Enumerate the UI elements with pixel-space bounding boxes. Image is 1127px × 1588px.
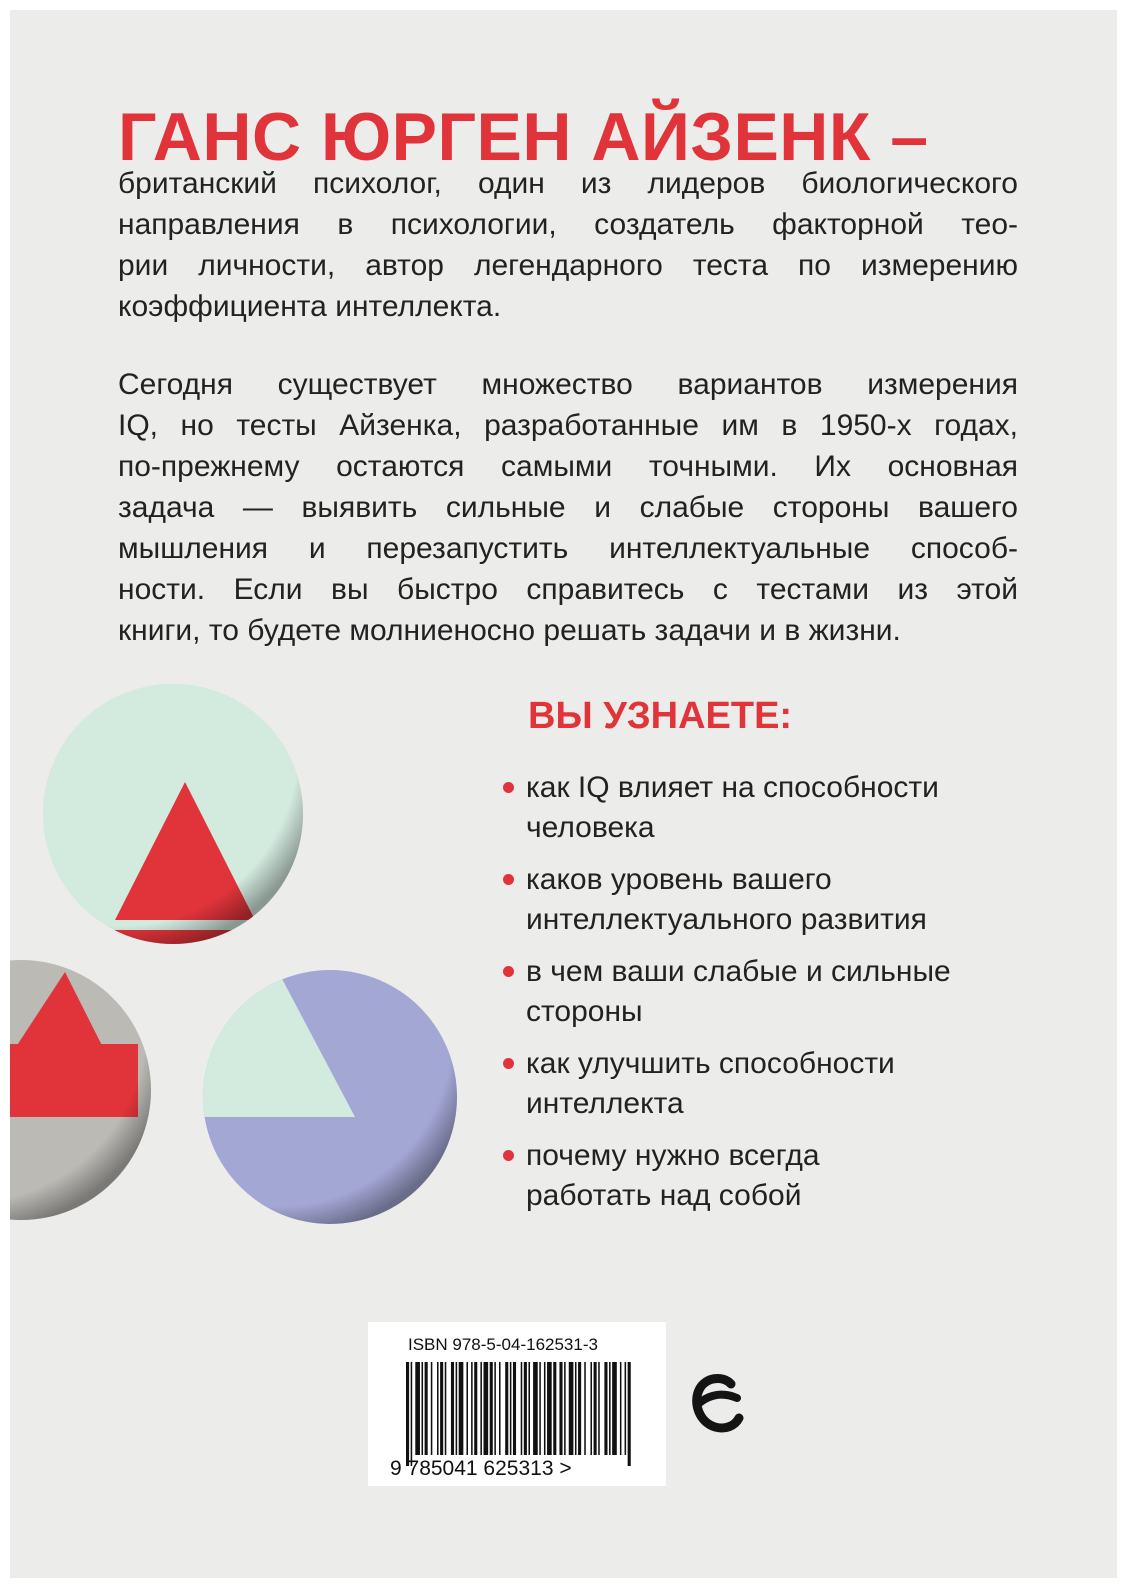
barcode-bar	[575, 1362, 577, 1455]
barcode-bar	[528, 1362, 530, 1455]
bullet-dot-icon	[503, 1150, 514, 1161]
barcode-bar	[533, 1362, 538, 1455]
circle-mint-red-triangle	[43, 684, 306, 950]
circle-shadow	[10, 960, 151, 1220]
list-item-line: каков уровень вашего	[526, 863, 832, 896]
barcode-bar	[480, 1362, 482, 1455]
barcode-bar	[505, 1362, 508, 1455]
barcode-bar	[620, 1362, 622, 1455]
barcode-bar	[431, 1362, 433, 1455]
text-line: рии личности, автор легендарного теста по измерению	[118, 249, 1018, 282]
barcode-bar	[590, 1362, 592, 1455]
bullet-dot-icon	[503, 874, 514, 885]
barcode-bar	[594, 1362, 597, 1455]
text-line: британский психолог, один из лидеров биологического	[118, 167, 1018, 200]
list-item-line: работать над собой	[526, 1179, 802, 1212]
barcode-bar	[415, 1362, 420, 1455]
text-line: по-прежнему остаются самыми точными. Их основная	[118, 450, 1018, 483]
text-line: IQ, но тесты Айзенка, разработанные им в 1950-х годах,	[118, 409, 1018, 442]
text-line: задача — выявить сильные и слабые стороны вашего	[118, 491, 1018, 524]
barcode-bar	[569, 1362, 574, 1455]
bullet-dot-icon	[503, 1058, 514, 1069]
barcode-bar	[459, 1362, 464, 1455]
barcode-bar	[564, 1362, 566, 1455]
list-item-line: как IQ влияет на способности	[526, 771, 939, 804]
barcode-bar	[521, 1362, 523, 1455]
barcode-bar	[559, 1362, 562, 1455]
list-item	[503, 1136, 1023, 1216]
barcode-bar	[451, 1362, 454, 1455]
barcode-bar	[510, 1362, 512, 1455]
circle-lavender-mint-triangle	[203, 970, 457, 1224]
list-item	[503, 860, 1023, 940]
barcode-bar	[553, 1362, 556, 1455]
barcode-bar	[628, 1362, 631, 1466]
list-item-line: как улучшить способности	[526, 1047, 895, 1080]
author-title: ГАНС ЮРГЕН АЙЗЕНК –	[118, 99, 929, 175]
barcode-bar	[604, 1362, 607, 1455]
barcode-bar	[584, 1362, 586, 1455]
barcode-bar	[609, 1362, 611, 1455]
barcode-bar	[490, 1362, 493, 1455]
list-item-line: человека	[526, 811, 655, 844]
barcode-bar	[513, 1362, 516, 1455]
text-line: мышления и перезапустить интеллектуальные способ-	[118, 532, 1018, 565]
bullet-dot-icon	[503, 966, 514, 977]
barcode-bar	[425, 1362, 428, 1455]
list-item-line: интеллекта	[526, 1087, 684, 1120]
barcode-bar	[456, 1362, 458, 1455]
text-line: книги, то будете молниеносно решать задачи и в жизни.	[118, 614, 901, 647]
barcode-bar	[466, 1362, 468, 1455]
learn-list	[503, 768, 1023, 1228]
list-item-line: почему нужно всегда	[526, 1139, 820, 1172]
isbn-text: ISBN 978-5-04-162531-3	[408, 1335, 598, 1354]
list-item	[503, 952, 1023, 1032]
text-line: Сегодня существует множество вариантов измерения	[118, 368, 1018, 401]
author-description	[118, 163, 1018, 327]
list-item	[503, 1044, 1023, 1124]
circle-gray-red-triangle	[10, 960, 151, 1220]
barcode-bar	[422, 1362, 424, 1455]
barcode-bar	[484, 1362, 489, 1455]
barcode-bar	[612, 1362, 617, 1455]
learn-heading: ВЫ УЗНАЕТЕ:	[528, 695, 793, 737]
text-line: ности. Если вы быстро справитесь с тестами из этой	[118, 573, 1018, 606]
barcode-bar	[524, 1362, 527, 1455]
list-item-line: в чем ваши слабые и сильные	[526, 955, 951, 988]
bullet-dot-icon	[503, 782, 514, 793]
text-line: направления в психологии, создатель факторной тео-	[118, 208, 1018, 241]
barcode-bar	[544, 1362, 546, 1455]
barcode-bar	[547, 1362, 552, 1455]
barcode-digits: 9 785041 625313 >	[390, 1457, 572, 1480]
book-back-cover	[10, 10, 1117, 1578]
barcode-bar	[625, 1362, 627, 1455]
barcode-panel	[368, 1322, 666, 1486]
barcode-bar	[494, 1362, 496, 1455]
list-item-line: стороны	[526, 995, 643, 1028]
barcode-bar	[411, 1362, 413, 1466]
barcode-bar	[539, 1362, 541, 1455]
barcode-bar	[440, 1362, 443, 1455]
barcode-bar	[499, 1362, 501, 1455]
list-item-line: интеллектуального развития	[526, 903, 927, 936]
barcode-bar	[445, 1362, 447, 1455]
list-item	[503, 768, 1023, 848]
barcode-bar	[578, 1362, 581, 1455]
barcode-bar	[437, 1362, 439, 1455]
eksmo-logo-icon	[691, 1372, 745, 1434]
circle-shadow	[43, 684, 303, 944]
barcode-bar	[598, 1362, 600, 1455]
book-description	[118, 364, 1018, 651]
barcode-bar	[406, 1362, 409, 1466]
barcode-bar	[474, 1362, 477, 1455]
text-line: коэффициента интеллекта.	[118, 290, 502, 323]
barcode-bar	[471, 1362, 473, 1455]
circle-shadow	[203, 970, 457, 1224]
